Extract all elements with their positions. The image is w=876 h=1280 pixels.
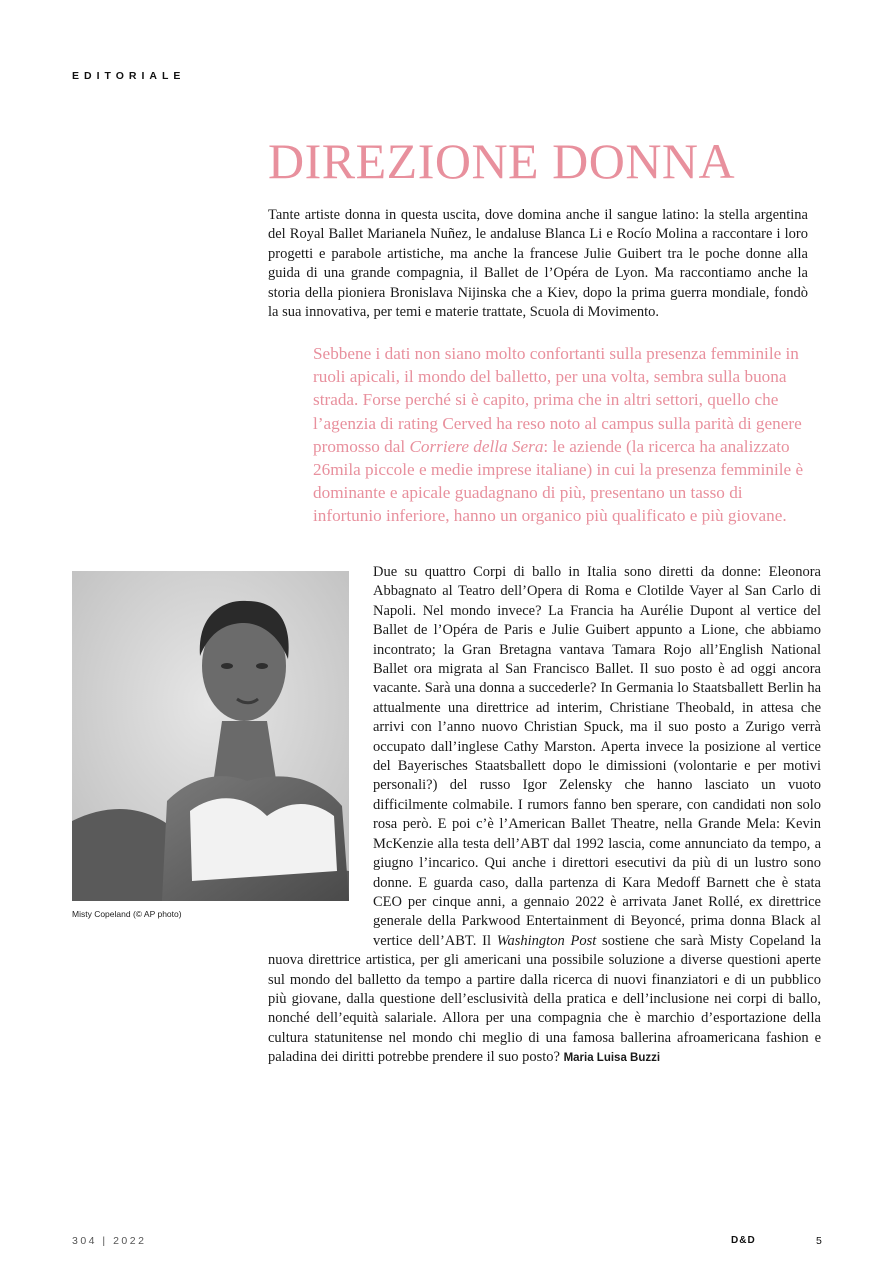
photo-spacer <box>268 563 373 941</box>
article-body <box>268 563 821 1069</box>
pull-quote-text-1: Sebbene i dati non siano molto confortanti sulla presenza femminile in ruoli apicali, il mondo del balletto, per una volta, sembra sulla buona strada. Forse perché si è capito, prima che in altri settori, quello che l’agenzia di rating Cerved ha reso noto al campus sulla parità di genere promosso dal <box>313 344 802 456</box>
intro-paragraph: Tante artiste donna in questa uscita, dove domina anche il sangue latino: la stella argentina del Royal Ballet Marianela Nuñez, le andaluse Blanca Li e Rocío Molina a raccontare i loro progetti e parabole artistiche, ma anche la francese Julie Guibert tra le poche donne alla guida di una grande compagnia, il Ballet de l’Opéra de Lyon. Ma raccontiamo anche la storia della pioniera Bronislava Nijinska che a Kiev, dopo la prima guerra mondiale, fondò la sua innovativa, per temi e materie trattate, Scuola di Movimento. <box>268 207 808 321</box>
pull-quote <box>313 342 813 528</box>
section-label: EDITORIALE <box>72 70 186 82</box>
article-text-2: sostiene che sarà Misty Copeland la nuova direttrice artistica, per gli americani una possibile soluzione a diverse questioni aperte sul mondo del balletto da tempo a partire dalla ricerca di nuovi finanziatori e di un pubblico più giovane, dalla questione dell’esclusività della pratica e dell’inclusione nei corpi di ballo, nonché dell’equità salariale. Allora per una compagnia che è marchio d’esportazione della cultura statunitense nel mondo chi meglio di una famosa ballerina afroamericana fashion e paladina dei diritti potrebbe prendere il suo posto? <box>268 932 822 1066</box>
photo-caption: Misty Copeland (© AP photo) <box>72 909 182 919</box>
page-title: DIREZIONE DONNA <box>268 133 736 189</box>
footer-page-number: 5 <box>816 1235 822 1247</box>
author-name: Maria Luisa Buzzi <box>563 1052 661 1065</box>
footer-magazine: D&D <box>731 1235 756 1246</box>
footer-issue: 304 | 2022 <box>72 1235 147 1247</box>
article-text-1: Due su quattro Corpi di ballo in Italia sono diretti da donne: Eleonora Abbagnato al Teatro dell’Opera di Roma e Clotilde Vayer al San Carlo di Napoli. Nel mondo invece? La Francia ha Aurélie Dupont al vertice del Ballet de l’Opéra de Paris e Julie Guibert appunto a Lione, che abbiamo incontrato; la Gran Bretagna vantava Tamara Rojo all’English National Ballet ora migrata al San Francisco Ballet. Il suo posto è ad oggi ancora vacante. Sarà una donna a succederle? In Germania lo Staatsballett Berlin ha attualmente una direttrice ad interim, Christiane Theobald, in attesa che arrivi con l’anno nuovo Christian Spuck, ma il suo posto a Zurigo verrà occupato dall’inglese Cathy Marston. Aperta invece la posizione al vertice del Bayerisches Staatsballett dopo le dimissioni (volontarie e per motivi personali?) del russo Igor Zelensky che hanno lasciato un vuoto difficilmente colmabile. I rumors fanno ben sperare, con candidati non solo rosa però. E poi c’è l’American Ballet Theatre, nella Grande Mela: Kevin McKenzie alla testa dell’ABT dal 1992 lascia, come annunciato da tempo, a giugno l’incarico. Qui anche i direttori esecutivi da più di un lustro sono donne. E guarda caso, dalla partenza di Kara Medoff Barnett che è stata CEO per cinque anni, a gennaio 2022 è arrivata Janet Rollé, ex direttrice generale della Parkwood Entertainment di Beyoncé, prima donna Black al vertice dell’ABT. Il <box>373 564 821 949</box>
pull-quote-emphasis: Corriere della Sera <box>409 436 544 456</box>
pull-quote-text-2: : le aziende (la ricerca ha analizzato 26mila piccole e medie imprese italiane) in cui la presenza femminile è dominante e apicale guadagnano di più, presentano un tasso di infortunio inferiore, hanno un organico più qualificato e più giovane. <box>313 436 804 526</box>
article-emphasis: Washington Post <box>496 932 597 949</box>
